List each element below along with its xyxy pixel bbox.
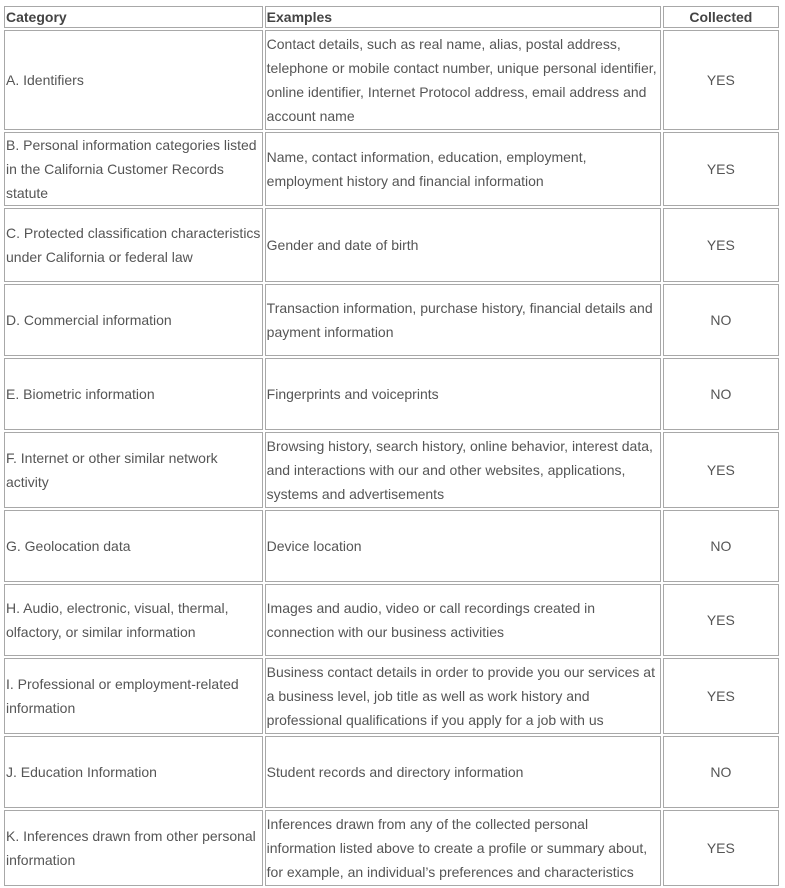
examples-cell: Student records and directory information (265, 736, 661, 808)
table-header-row (4, 6, 779, 28)
table-row (4, 432, 779, 508)
collected-cell: YES (663, 132, 779, 206)
table-row (4, 132, 779, 206)
collected-cell: NO (663, 358, 779, 430)
category-cell: J. Education Information (4, 736, 263, 808)
collected-cell: NO (663, 284, 779, 356)
collected-cell: YES (663, 30, 779, 130)
category-cell: C. Protected classification characteristics under California or federal law (4, 208, 263, 282)
category-cell: D. Commercial information (4, 284, 263, 356)
examples-cell: Images and audio, video or call recordings created in connection with our business activities (265, 584, 661, 656)
table-row (4, 810, 779, 886)
collected-cell: NO (663, 510, 779, 582)
collected-cell: YES (663, 432, 779, 508)
examples-cell: Contact details, such as real name, alias, postal address, telephone or mobile contact number, unique personal identifier, online identifier, Internet Protocol address, email address and account name (265, 30, 661, 130)
collected-cell: YES (663, 208, 779, 282)
examples-cell: Browsing history, search history, online behavior, interest data, and interactions with our and other websites, applications, systems and advertisements (265, 432, 661, 508)
category-cell: F. Internet or other similar network activity (4, 432, 263, 508)
category-cell: E. Biometric information (4, 358, 263, 430)
collected-cell: NO (663, 736, 779, 808)
table-row (4, 284, 779, 356)
table-row (4, 658, 779, 734)
collected-cell: YES (663, 584, 779, 656)
personal-information-table (2, 4, 781, 888)
header-examples: Examples (265, 6, 661, 28)
table-row (4, 358, 779, 430)
category-cell: K. Inferences drawn from other personal information (4, 810, 263, 886)
examples-cell: Gender and date of birth (265, 208, 661, 282)
collected-cell: YES (663, 658, 779, 734)
collected-cell: YES (663, 810, 779, 886)
category-cell: A. Identifiers (4, 30, 263, 130)
examples-cell: Fingerprints and voiceprints (265, 358, 661, 430)
category-cell: I. Professional or employment-related information (4, 658, 263, 734)
examples-cell: Inferences drawn from any of the collected personal information listed above to create a profile or summary about, for example, an individual’s preferences and characteristics (265, 810, 661, 886)
examples-cell: Business contact details in order to provide you our services at a business level, job title as well as work history and professional qualifications if you apply for a job with us (265, 658, 661, 734)
table-row (4, 510, 779, 582)
examples-cell: Device location (265, 510, 661, 582)
table-row (4, 736, 779, 808)
table-row (4, 30, 779, 130)
header-collected: Collected (663, 6, 779, 28)
table-row (4, 208, 779, 282)
table-row (4, 584, 779, 656)
category-cell: G. Geolocation data (4, 510, 263, 582)
examples-cell: Name, contact information, education, employment, employment history and financial information (265, 132, 661, 206)
category-cell: H. Audio, electronic, visual, thermal, olfactory, or similar information (4, 584, 263, 656)
category-cell: B. Personal information categories listed in the California Customer Records statute (4, 132, 263, 206)
header-category: Category (4, 6, 263, 28)
examples-cell: Transaction information, purchase history, financial details and payment information (265, 284, 661, 356)
